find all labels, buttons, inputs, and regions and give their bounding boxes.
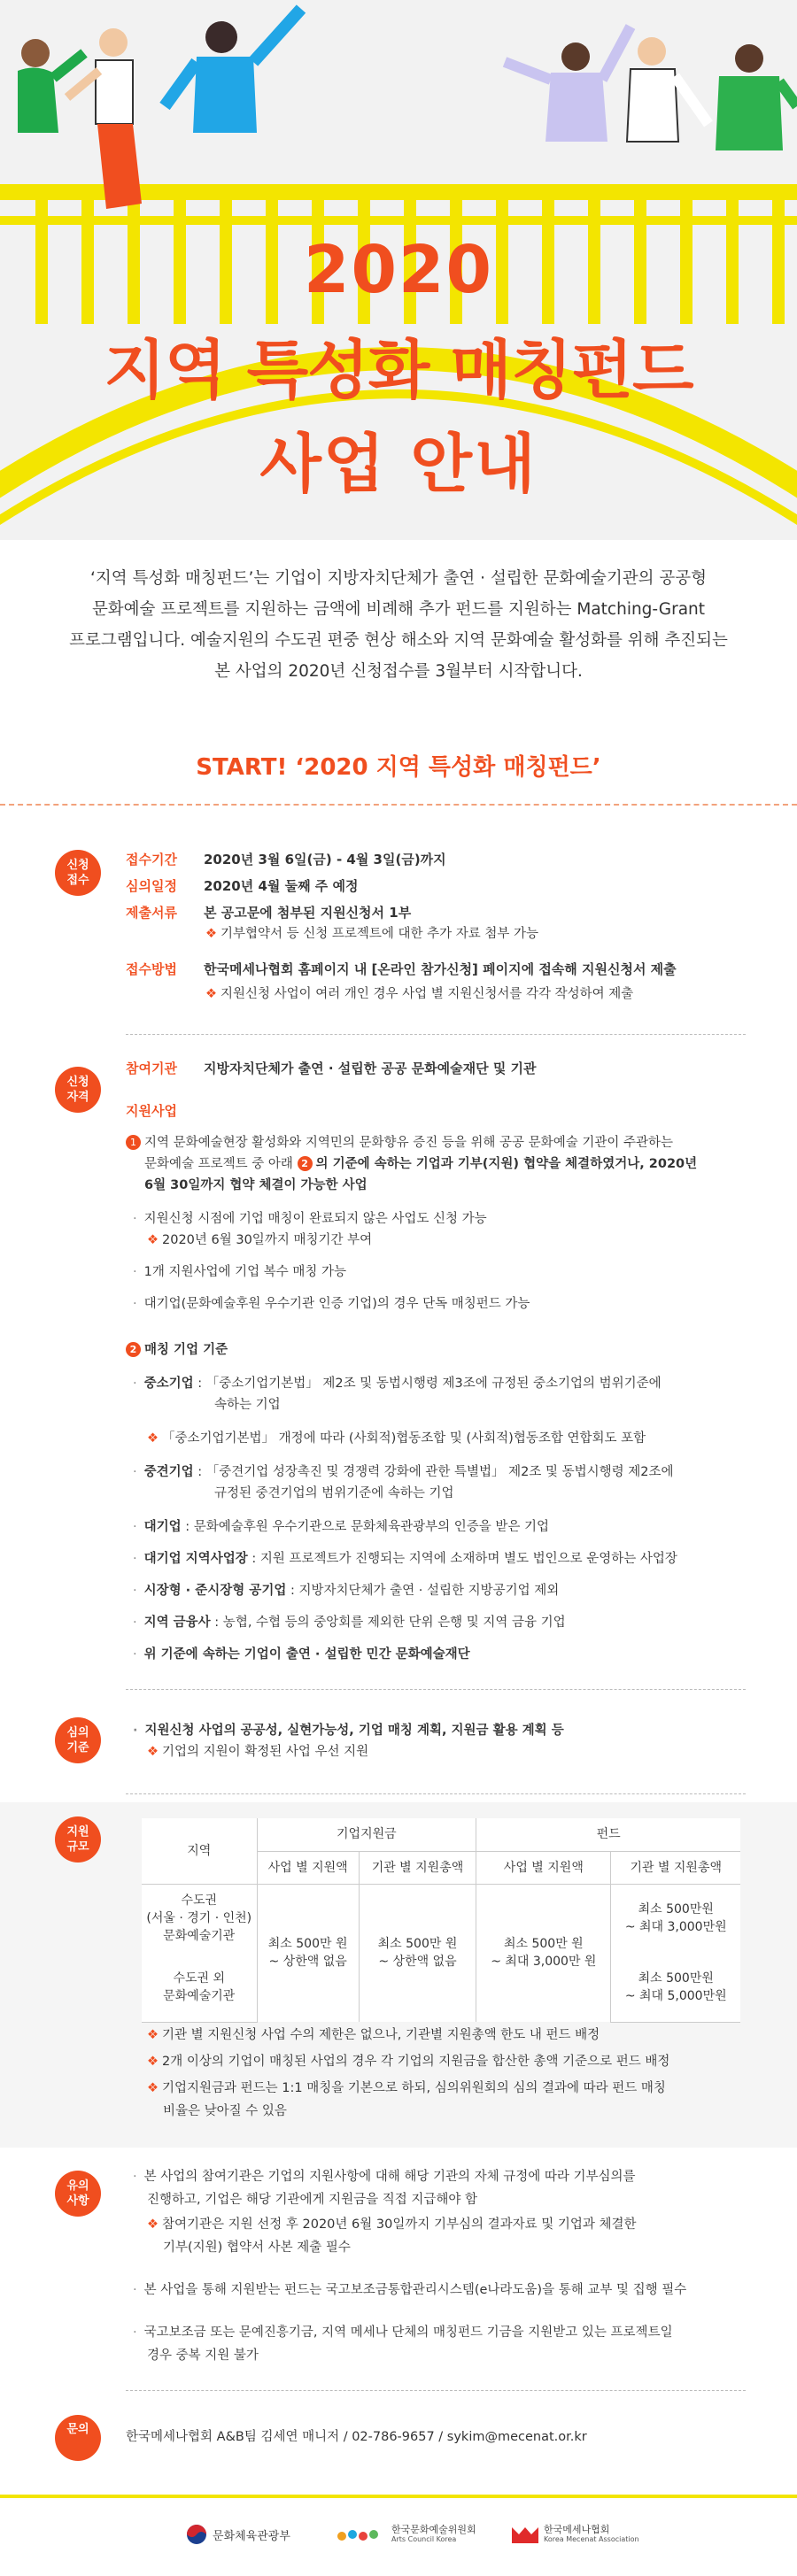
org-value: 지방자치단체가 출연 · 설립한 공공 문화예술재단 및 기관 bbox=[204, 1060, 537, 1076]
scale-note: ❖ 2개 이상의 기업이 매칭된 사업의 경우 각 기업의 지원금을 합산한 총액 기준으로 펀드 배정 bbox=[147, 2055, 670, 2069]
table-subheader: 기관 별 지원총액 bbox=[359, 1851, 476, 1884]
star-icon: ❖ bbox=[147, 1745, 159, 1759]
star-icon: ❖ bbox=[147, 1233, 159, 1247]
star-icon: ❖ bbox=[147, 2081, 159, 2095]
caution-item-cont: 경우 중복 지원 불가 bbox=[147, 2348, 259, 2363]
project-label: 지원사업 bbox=[126, 1103, 177, 1119]
method-row bbox=[126, 960, 677, 979]
bullet-item: · 1개 지원사업에 기업 복수 매칭 가능 bbox=[133, 1265, 346, 1279]
criteria-midsize: · 중견기업 : 「중견기업 성장촉진 및 경쟁력 강화에 관한 특별법」 제2조 및 동법시행령 제2조에 bbox=[133, 1465, 674, 1479]
table-cell: 최소 500만원 ~ 최대 3,000만원 bbox=[611, 1884, 740, 1953]
project-label-row bbox=[126, 1101, 204, 1121]
hero-banner bbox=[0, 0, 797, 540]
section-badge-contact: 문의 bbox=[55, 2415, 101, 2461]
table-header-fund: 펀드 bbox=[476, 1818, 740, 1851]
docs-row bbox=[126, 903, 411, 922]
section-badge: 유의 사항 bbox=[55, 2171, 101, 2217]
item1-line1: 1 지역 문화예술현장 활성화와 지역민의 문화향유 증진 등을 위해 공공 문화예술 기관이 주관하는 bbox=[126, 1133, 673, 1153]
item1-line2: 문화예술 프로젝트 중 아래 2 의 기준에 속하는 기업과 기부(지원) 협약을 체결하였거나, 2020년 bbox=[144, 1157, 698, 1171]
star-icon: ❖ bbox=[147, 1431, 159, 1446]
table-cell-region: 수도권 (서울 · 경기 · 인천) 문화예술기관 bbox=[142, 1884, 257, 1953]
divider bbox=[126, 2390, 746, 2391]
review-row bbox=[126, 876, 359, 896]
intro-line: 프로그램입니다. 예술지원의 수도권 편중 현상 해소와 지역 문화예술 활성화를 위해 추진되는 bbox=[69, 631, 728, 650]
star-icon: ❖ bbox=[147, 2028, 159, 2042]
intro-line: ‘지역 특성화 매칭펀드’는 기업이 지방자치단체가 출연 · 설립한 문화예술기관의 공공형 bbox=[89, 569, 708, 588]
table-cell-region: 수도권 외 문화예술기관 bbox=[142, 1953, 257, 2022]
criteria-sme-cont: 속하는 기업 bbox=[214, 1398, 281, 1412]
logo-arko: 한국문화예술위원회 Arts Council Korea bbox=[337, 2523, 476, 2546]
item1-line3: 6월 30일까지 협약 체결이 가능한 사업 bbox=[144, 1178, 368, 1192]
star-icon: ❖ bbox=[205, 987, 217, 1001]
method-note: ❖ 지원신청 사업이 여러 개인 경우 사업 별 지원신청서를 각각 작성하여 제출 bbox=[205, 987, 634, 1001]
caution-item-cont: 진행하고, 기업은 해당 기관에게 지원금을 직접 지급해야 함 bbox=[147, 2193, 478, 2207]
scale-note-cont: 비율은 낮아질 수 있음 bbox=[163, 2104, 287, 2118]
criteria-note: ❖ 기업의 지원이 확정된 사업 우선 지원 bbox=[147, 1745, 369, 1759]
criteria-large: · 대기업 : 문화예술후원 우수기관으로 문화체육관광부의 인증을 받은 기업 bbox=[133, 1520, 549, 1534]
bullet-item: · 대기업(문화예술후원 우수기관 인증 기업)의 경우 단독 매칭펀드 가능 bbox=[133, 1297, 530, 1311]
scale-note: ❖ 기업지원금과 펀드는 1:1 매칭을 기본으로 하되, 심의위원회의 심의 결과에 따라 펀드 매칭 bbox=[147, 2081, 666, 2095]
caution-note: ❖ 참여기관은 지원 선정 후 2020년 6월 30일까지 기부심의 결과자료 및 기업과 체결한 bbox=[147, 2217, 637, 2232]
divider bbox=[0, 804, 797, 806]
intro-paragraph bbox=[35, 563, 762, 687]
star-icon: ❖ bbox=[147, 2217, 159, 2232]
section-badge: 지원 규모 bbox=[55, 1816, 101, 1863]
method-value: 한국메세나협회 홈페이지 내 [온라인 참가신청] 페이지에 접속해 지원신청서 제출 bbox=[204, 961, 677, 977]
start-heading: START! ‘2020 지역 특성화 매칭펀드’ bbox=[196, 754, 601, 781]
docs-label: 제출서류 bbox=[126, 905, 177, 921]
section-badge: 신청 접수 bbox=[55, 850, 101, 896]
criteria-public: · 시장형 · 준시장형 공기업 : 지방자치단체가 출연 · 설립한 지방공기업 제외 bbox=[133, 1584, 560, 1598]
arko-logo-icon bbox=[337, 2526, 386, 2543]
item2-title: 2 매칭 기업 기준 bbox=[126, 1340, 228, 1360]
table-subheader: 기관 별 지원총액 bbox=[611, 1851, 740, 1884]
criteria-finance: · 지역 금융사 : 농협, 수협 등의 중앙회를 제외한 단위 은행 및 지역 금융 기업 bbox=[133, 1616, 566, 1630]
table-subheader: 사업 별 지원액 bbox=[476, 1851, 611, 1884]
table-cell: 최소 500만 원 ~ 최대 3,000만 원 bbox=[476, 1884, 611, 2022]
section-badge: 신청 자격 bbox=[55, 1067, 101, 1113]
star-icon: ❖ bbox=[147, 2055, 159, 2069]
mcst-logo-icon bbox=[186, 2524, 207, 2545]
table-cell: 최소 500만 원 ~ 상한액 없음 bbox=[359, 1884, 476, 2022]
number-badge: 2 bbox=[298, 1156, 313, 1171]
method-label: 접수방법 bbox=[126, 961, 177, 977]
criteria-sme: · 중소기업 : 「중소기업기본법」 제2조 및 동법시행령 제3조에 규정된 중소기업의 범위기준에 bbox=[133, 1377, 662, 1391]
criteria-large-regional: · 대기업 지역사업장 : 지원 프로젝트가 진행되는 지역에 소재하며 별도 법인으로 운영하는 사업장 bbox=[133, 1552, 677, 1566]
mecenat-logo-icon bbox=[512, 2526, 538, 2543]
period-label: 접수기간 bbox=[126, 852, 177, 868]
caution-item: · 본 사업을 통해 지원받는 펀드는 국고보조금통합관리시스템(e나라도움)을 통해 교부 및 집행 필수 bbox=[133, 2283, 687, 2297]
logo-mecenat: 한국메세나협회 Korea Mecenat Association bbox=[512, 2523, 639, 2546]
caution-item: · 국고보조금 또는 문예진흥기금, 지역 메세나 단체의 매칭펀드 기금을 지원받고 있는 프로젝트일 bbox=[133, 2325, 673, 2340]
caution-item: · 본 사업의 참여기관은 기업의 지원사항에 대해 해당 기관의 자체 규정에 따라 기부심의를 bbox=[133, 2170, 636, 2184]
hero-title-line2: 사업 안내 bbox=[259, 427, 538, 501]
caution-note-cont: 기부(지원) 협약서 사본 제출 필수 bbox=[163, 2241, 351, 2255]
docs-note: ❖ 기부협약서 등 신청 프로젝트에 대한 추가 자료 첨부 가능 bbox=[205, 927, 539, 941]
period-row bbox=[126, 850, 446, 869]
intro-line: 문화예술 프로젝트를 지원하는 금액에 비례해 추가 펀드를 지원하는 Matching-Grant bbox=[91, 600, 706, 619]
bullet-item: · 지원신청 시점에 기업 매칭이 완료되지 않은 사업도 신청 가능 bbox=[133, 1212, 487, 1226]
star-icon: ❖ bbox=[205, 927, 217, 941]
hero-year: 2020 bbox=[304, 232, 493, 308]
criteria-foundation: · 위 기준에 속하는 기업이 출연 · 설립한 민간 문화예술재단 bbox=[133, 1647, 470, 1662]
scale-note: ❖ 기관 별 지원신청 사업 수의 제한은 없으나, 기관별 지원총액 한도 내 펀드 배정 bbox=[147, 2028, 600, 2042]
divider bbox=[126, 1689, 746, 1690]
number-badge: 1 bbox=[126, 1135, 141, 1150]
review-label: 심의일정 bbox=[126, 878, 177, 894]
period-value: 2020년 3월 6일(금) - 4월 3일(금)까지 bbox=[204, 852, 446, 868]
number-badge: 2 bbox=[126, 1342, 141, 1357]
criteria-line: · 지원신청 사업의 공공성, 실현가능성, 기업 매칭 계획, 지원금 활용 계획 등 bbox=[133, 1724, 564, 1738]
criteria-midsize-cont: 규정된 중견기업의 범위기준에 속하는 기업 bbox=[214, 1486, 454, 1500]
table-cell: 최소 500만원 ~ 최대 5,000만원 bbox=[611, 1953, 740, 2022]
table-cell: 최소 500만 원 ~ 상한액 없음 bbox=[257, 1884, 359, 2022]
contact-info: 한국메세나협회 A&B팀 김세연 매니저 / 02-786-9657 / sykim@mecenat.or.kr bbox=[126, 2430, 587, 2444]
logo-mcst: 문화체육관광부 bbox=[186, 2523, 290, 2546]
divider bbox=[126, 1793, 746, 1794]
section-badge: 심의 기준 bbox=[55, 1717, 101, 1763]
org-row bbox=[126, 1059, 537, 1078]
table-header-region: 지역 bbox=[142, 1818, 257, 1884]
footer-bar bbox=[0, 2495, 797, 2498]
intro-line: 본 사업의 2020년 신청접수를 3월부터 시작합니다. bbox=[214, 662, 583, 681]
divider bbox=[126, 1034, 746, 1035]
table-subheader: 사업 별 지원액 bbox=[257, 1851, 359, 1884]
table-header-corp: 기업지원금 bbox=[257, 1818, 476, 1851]
hero-title-line1: 지역 특성화 매칭펀드 bbox=[104, 333, 693, 407]
funding-table bbox=[142, 1818, 740, 2023]
review-value: 2020년 4월 둘째 주 예정 bbox=[204, 878, 359, 894]
bullet-note: ❖ 2020년 6월 30일까지 매칭기간 부여 bbox=[147, 1233, 373, 1247]
docs-value: 본 공고문에 첨부된 지원신청서 1부 bbox=[204, 905, 412, 921]
org-label: 참여기관 bbox=[126, 1060, 177, 1076]
criteria-sme-note: ❖ 「중소기업기본법」 개정에 따라 (사회적)협동조합 및 (사회적)협동조합 연합회도 포함 bbox=[147, 1431, 646, 1446]
